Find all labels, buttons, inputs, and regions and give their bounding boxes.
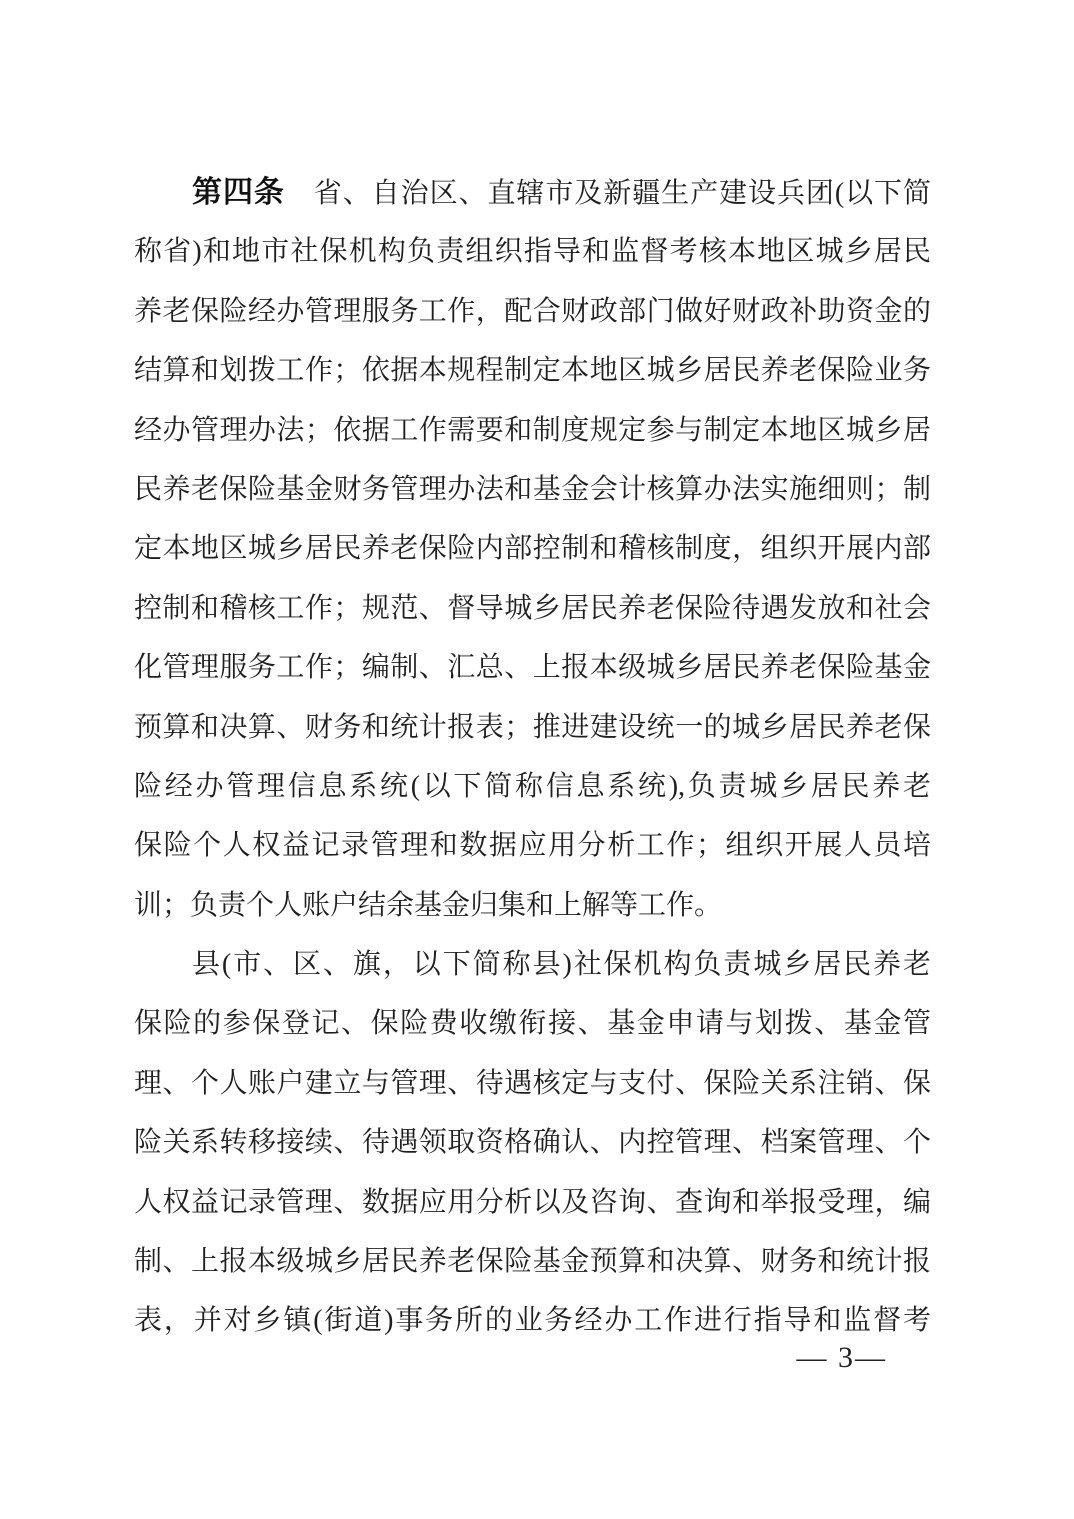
text-line: 人权益记录管理、数据应用分析以及咨询、查询和举报受理，编 (134, 1186, 931, 1218)
text-line: 结算和划拨工作；依据本规程制定本地区城乡居民养老保险业务 (134, 355, 931, 387)
document-body (134, 163, 931, 1351)
text-line: 养老保险经办管理服务工作，配合财政部门做好财政补助资金的 (134, 295, 931, 327)
text-line: 保险的参保登记、保险费收缴衔接、基金申请与划拨、基金管 (134, 1008, 931, 1040)
text-line: 定本地区城乡居民养老保险内部控制和稽核制度，组织开展内部 (134, 533, 931, 565)
text-line: 表，并对乡镇(街道)事务所的业务经办工作进行指导和监督考 (134, 1305, 931, 1337)
paragraph-article-4 (134, 163, 931, 935)
text-line: 控制和稽核工作；规范、督导城乡居民养老保险待遇发放和社会 (134, 592, 931, 624)
article-number: 第四条 (192, 176, 285, 209)
text-line: 民养老保险基金财务管理办法和基金会计核算办法实施细则；制 (134, 473, 931, 505)
page-number: — 3— (796, 1341, 887, 1374)
text-line (134, 163, 931, 222)
text-line: 险关系转移接续、待遇领取资格确认、内控管理、档案管理、个 (134, 1127, 931, 1159)
text-line-content: 省、自治区、直辖市及新疆生产建设兵团(以下简 (284, 178, 931, 209)
text-line: 训；负责个人账户结余基金归集和上解等工作。 (134, 889, 723, 921)
text-line: 县(市、区、旗，以下简称县)社保机构负责城乡居民养老 (192, 949, 931, 981)
paragraph-county-agencies (134, 935, 931, 1351)
text-line: 保险个人权益记录管理和数据应用分析工作；组织开展人员培 (134, 830, 931, 862)
text-line: 理、个人账户建立与管理、待遇核定与支付、保险关系注销、保 (134, 1067, 931, 1099)
text-line: 预算和决算、财务和统计报表；推进建设统一的城乡居民养老保 (134, 711, 931, 743)
text-line: 险经办管理信息系统(以下简称信息系统),负责城乡居民养老 (134, 770, 931, 802)
text-line: 制、上报本级城乡居民养老保险基金预算和决算、财务和统计报 (134, 1246, 931, 1278)
text-line: 称省)和地市社保机构负责组织指导和监督考核本地区城乡居民 (134, 236, 931, 268)
text-line: 经办管理办法；依据工作需要和制度规定参与制定本地区城乡居 (134, 414, 931, 446)
text-line: 化管理服务工作；编制、汇总、上报本级城乡居民养老保险基金 (134, 652, 931, 684)
